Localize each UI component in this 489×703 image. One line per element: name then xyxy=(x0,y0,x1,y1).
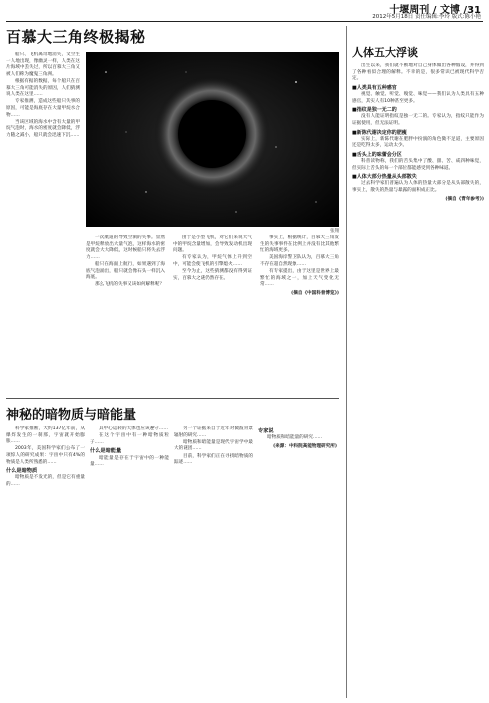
box-title: 专家说 xyxy=(258,428,274,434)
paragraph: 科学家推断，大约137亿年前，从爆炸发生的一刹那，宇宙就开始膨胀…… xyxy=(6,426,85,445)
sidebar-intro: 出生以来，我们就不断地对自己身体做出各种假设，并得到了各种看似合理的解释。不幸的是，很多常识已被现代科学否定。 xyxy=(352,63,484,82)
second-story-col-4 xyxy=(258,426,337,691)
sidebar-item-text: 科普读物称，我们的舌头集中了酸、甜、苦、咸四种味觉，但实际上舌头的每一个部位都能感受到各种味道。 xyxy=(352,159,484,171)
paragraph: 至今为止，这些猜测都没有得到证实，百慕大之谜仍然存在。 xyxy=(173,269,252,281)
masthead xyxy=(0,0,489,22)
paragraph: 2003年，美国科学家们公布了一项惊人的研究成果：宇宙中只有4%的物质是人类所熟悉的…… xyxy=(6,446,85,465)
second-story-col-1 xyxy=(6,426,85,691)
subheading: 什么是暗能量 xyxy=(90,448,122,455)
top-story-col-1 xyxy=(6,52,80,382)
paragraph: 根据有据的数据，每个船只在百慕大三角可能消失的原因，人们猜测说人类在这里…… xyxy=(6,78,80,98)
second-story xyxy=(6,404,339,694)
sidebar-item-text: 实际上，新陈代谢在肥胖中扮演的角色微不足道，主要原因还是吃得太多，运动太少。 xyxy=(352,136,484,149)
section-divider xyxy=(6,398,339,399)
paragraph: 那么飞机的失事又该如何解释呢？ xyxy=(95,282,164,288)
paragraph: 一次航道的导致空洞的失事。显然是甲烷释放出大量气泡，这样海水的密度就会大大降低，这时候船只将失去浮力…… xyxy=(86,235,165,260)
right-sidebar xyxy=(346,26,483,698)
paragraph: 其中心运转的天体也应该遵守…… xyxy=(99,426,168,431)
paragraph: 暗物质和暗能量的研究…… xyxy=(267,435,323,441)
paragraph: 事实上，根据统计，百慕大三角发生的失事事件在比例上并没有比其他繁忙的海域更多。 xyxy=(260,235,339,254)
top-story-col-2 xyxy=(86,235,165,385)
second-story-col-3 xyxy=(174,426,253,691)
second-story-col-2 xyxy=(90,426,169,691)
paragraph: 有专家认为，甲烷气体上升到空中，可能会使飞机的引擎熄火…… xyxy=(173,255,252,267)
paragraph: 美国海岸警卫队认为，百慕大三角不存在超自然现象…… xyxy=(260,255,339,267)
top-story-col-3 xyxy=(173,235,252,385)
masthead-rule xyxy=(6,21,483,22)
sidebar-item-text: 没有人能证明指纹是独一无二的。专家认为，指纹只能作为证据使用，但无法证明。 xyxy=(352,114,484,126)
paragraph: 暗能量是存在于宇宙中的一种能量…… xyxy=(90,455,169,468)
page-num: 31 xyxy=(467,5,481,16)
sidebar-item-title: ■舌头上的味蕾会分区 xyxy=(352,151,402,158)
paragraph: 在这个宇宙中有一种暗物质粒子…… xyxy=(90,433,169,445)
paragraph: 船只、飞机离奇地消失，文空生一人地出现，像幽灵一样，人类在这片海域中丢失过，所以百慕大三角又被人们称为魔鬼三角洲。 xyxy=(6,52,80,77)
paragraph: 当该区域的海水中含有大量的甲烷气泡时，海水的密度就会降低，浮力随之减小，船只就会迅速下沉…… xyxy=(6,119,80,138)
paragraph: 由于是小型飞机，对它们来说大气中的甲烷含量增加，会导致发动机出现问题。 xyxy=(173,235,252,254)
paragraph: 暗物质和暗能量是现代宇宙学中最大的谜团…… xyxy=(174,439,253,452)
subsection-title: 文博 xyxy=(439,5,460,16)
paragraph: 另一个证据来自于近年对微波背景辐射的研究…… xyxy=(174,426,253,438)
top-story-headline: 百慕大三角终极揭秘 xyxy=(6,28,146,46)
paragraph: 有专家提出，由于这里是世界上最繁忙的海域之一，加上天气变化无常…… xyxy=(260,269,339,288)
page-separator: / xyxy=(459,5,468,16)
sidebar-item-title: ■人体大部分热量从头部散失 xyxy=(352,174,417,181)
sidebar-body xyxy=(352,63,484,689)
sidebar-item-title: ■人类具有五种感官 xyxy=(352,84,397,91)
sidebar-item-text: 过去科学家们普遍认为人体的热量大部分是从头部散失的，事实上，散失的热量与暴露的面积成正比。 xyxy=(352,181,484,194)
paragraph: 暗物质是不发光的，但是它有重量的…… xyxy=(6,475,85,487)
top-story xyxy=(6,28,339,388)
second-story-headline: 神秘的暗物质与暗能量 xyxy=(6,408,137,423)
article-source: (来源：中科院高能物理研究所) xyxy=(273,443,337,449)
top-story-columns xyxy=(86,235,339,385)
article-source: (摘自《中国科普博览》) xyxy=(291,290,339,296)
space-illustration xyxy=(86,52,339,227)
sidebar-item-title: ■指纹是独一无二的 xyxy=(352,107,397,114)
photo-credit: 张翔 xyxy=(330,229,339,234)
paragraph: 船只在海面上航行，如果遇到了海底气泡涌出，船只就会像石头一样沉入海底。 xyxy=(86,261,165,281)
section-title: 十堰周刊 xyxy=(389,5,430,16)
black-hole-photo xyxy=(86,52,339,227)
subheading: 什么是暗物质 xyxy=(6,468,38,475)
sidebar-source: (摘自《青年参考》) xyxy=(445,196,484,202)
paragraph: 专家推测，造成这些船只失事的原因，可能是海底存在大量甲烷水合物…… xyxy=(6,99,80,118)
section-separator: / xyxy=(429,5,440,16)
main-column xyxy=(6,26,339,487)
sidebar-headline: 人体五大浮谈 xyxy=(352,46,418,59)
top-story-col-4 xyxy=(260,235,339,385)
sidebar-item-text: 视觉、触觉、听觉、嗅觉、味觉——我们认为人类具有五种感官，其实人有10种甚至更多。 xyxy=(352,91,484,104)
date-line: 2012年5月18日 责任编辑:李玲 版式:陈小艳 xyxy=(372,14,481,20)
paragraph: 目前，科学家们正在寻找暗物质的踪迹…… xyxy=(174,453,253,466)
sidebar-item-title: ■新陈代谢决定你的肥瘦 xyxy=(352,129,407,136)
